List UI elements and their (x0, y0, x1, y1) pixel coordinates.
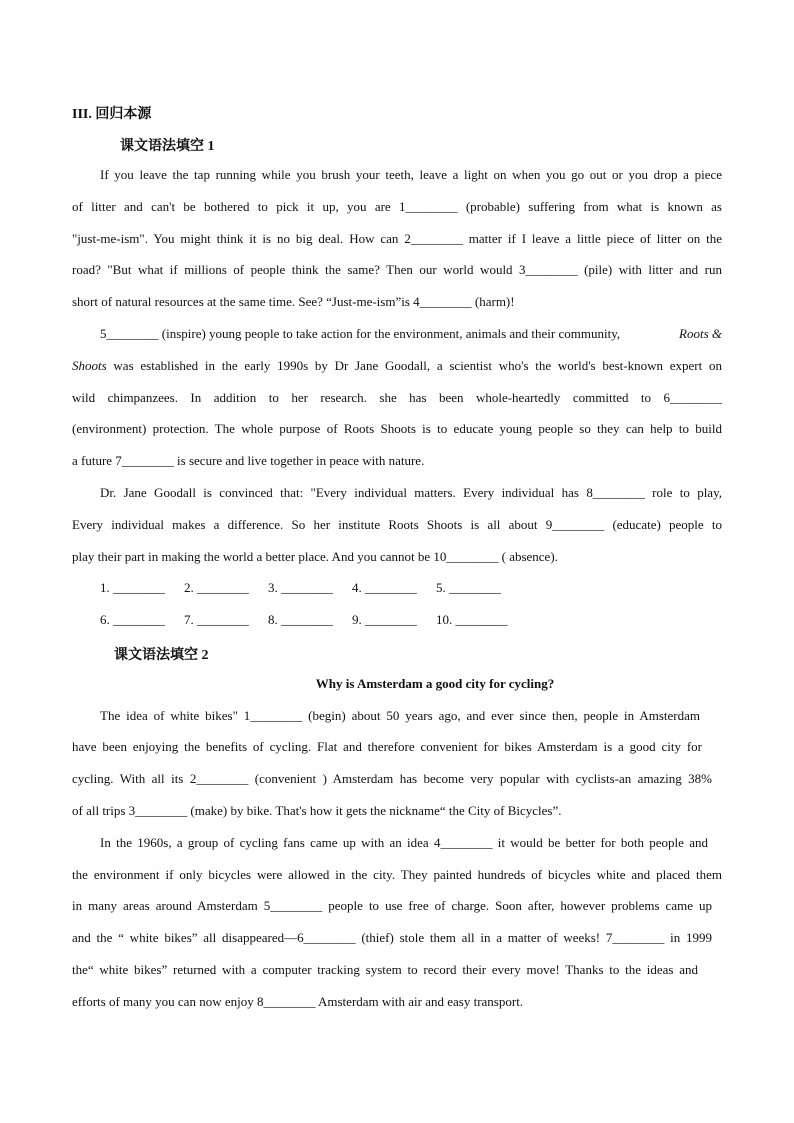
part1-p1-line4: road? "But what if millions of people think the same? Then our world would 3________ (pile) with litter and run (72, 262, 722, 277)
part1-p1-line3: "just-me-ism". You might think it is no big deal. How can 2________ matter if I leave a little piece of litter on the (72, 231, 722, 246)
section-heading: III. 回归本源 (72, 107, 152, 122)
answer-blank-9[interactable]: 9. ________ (352, 612, 417, 627)
answer-blank-2[interactable]: 2. ________ (184, 580, 249, 595)
part1-p2-line1 (100, 326, 722, 342)
part2-p2-line1: In the 1960s, a group of cycling fans came up with an idea 4________ it would be better for both people and (100, 835, 708, 850)
part1-p2-line2-italic: Shoots (72, 358, 107, 373)
part1-p1-line1: If you leave the tap running while you brush your teeth, leave a light on when you go out or you drop a piece (100, 167, 722, 182)
part1-p2-line3: wild chimpanzees. In addition to her research. she has been whole-heartedly committed to 6________ (72, 390, 722, 405)
answer-blank-5[interactable]: 5. ________ (436, 580, 501, 595)
part2-p2-line4: and the “ white bikes” all disappeared—6________ (thief) stole them all in a matter of weeks! 7________ in 1999 (72, 930, 712, 945)
part1-p2-line4: (environment) protection. The whole purpose of Roots Shoots is to educate young people so they can help to build (72, 421, 722, 436)
answer-blank-8[interactable]: 8. ________ (268, 612, 333, 627)
part1-p3-line1: Dr. Jane Goodall is convinced that: "Every individual matters. Every individual has 8________ role to play, (100, 485, 722, 500)
part2-p1-line1: The idea of white bikes" 1________ (begin) about 50 years ago, and ever since then, people in Amsterdam (100, 708, 700, 723)
part1-p2-line2 (72, 358, 722, 374)
part2-title: 课文语法填空 2 (114, 648, 209, 663)
part2-p1-line4: of all trips 3________ (make) by bike. That's how it gets the nickname“ the City of Bicycles”. (72, 803, 562, 818)
part1-p2-line5: a future 7________ is secure and live together in peace with nature. (72, 453, 425, 468)
answer-blank-7[interactable]: 7. ________ (184, 612, 249, 627)
answer-blank-6[interactable]: 6. ________ (100, 612, 165, 627)
part1-p1-line5: short of natural resources at the same time. See? “Just-me-ism”is 4________ (harm)! (72, 294, 515, 309)
answer-blank-10[interactable]: 10. ________ (436, 612, 508, 627)
part2-p2-line2: the environment if only bicycles were allowed in the city. They painted hundreds of bicycles white and placed them (72, 867, 722, 882)
part2-p2-line3: in many areas around Amsterdam 5________ people to use free of charge. Soon after, however problems came up (72, 898, 712, 913)
part2-p2-line6: efforts of many you can now enjoy 8________ Amsterdam with air and easy transport. (72, 994, 524, 1009)
part1-p1-line2: of litter and can't be bothered to pick it up, you are 1________ (probable) suffering from what is known as (72, 199, 722, 214)
part2-p2-line5: the“ white bikes” returned with a computer tracking system to record their every move! Thanks to the ideas and (72, 962, 698, 977)
part2-p1-line2: have been enjoying the benefits of cycling. Flat and therefore convenient for bikes Amsterdam is a good city for (72, 739, 702, 754)
part1-p2-line2-text: was established in the early 1990s by Dr Jane Goodall, a scientist who's the world's best-known expert on (106, 358, 722, 373)
part1-title: 课文语法填空 1 (120, 139, 215, 154)
answer-blank-4[interactable]: 4. ________ (352, 580, 417, 595)
part2-p1-line3: cycling. With all its 2________ (convenient ) Amsterdam has become very popular with cyclists-an amazing 38% (72, 771, 712, 786)
part1-p2-line1-italic: Roots & (679, 326, 722, 341)
answer-blank-1[interactable]: 1. ________ (100, 580, 165, 595)
part1-p3-line3: play their part in making the world a better place. And you cannot be 10________ ( absence). (72, 549, 558, 564)
answer-blank-3[interactable]: 3. ________ (268, 580, 333, 595)
part1-p3-line2: Every individual makes a difference. So her institute Roots Shoots is all about 9________ (educate) people to (72, 517, 722, 532)
passage-title: Why is Amsterdam a good city for cycling? (315, 676, 555, 691)
part1-p2-line1-text: 5________ (inspire) young people to take action for the environment, animals and their community, (100, 326, 621, 341)
